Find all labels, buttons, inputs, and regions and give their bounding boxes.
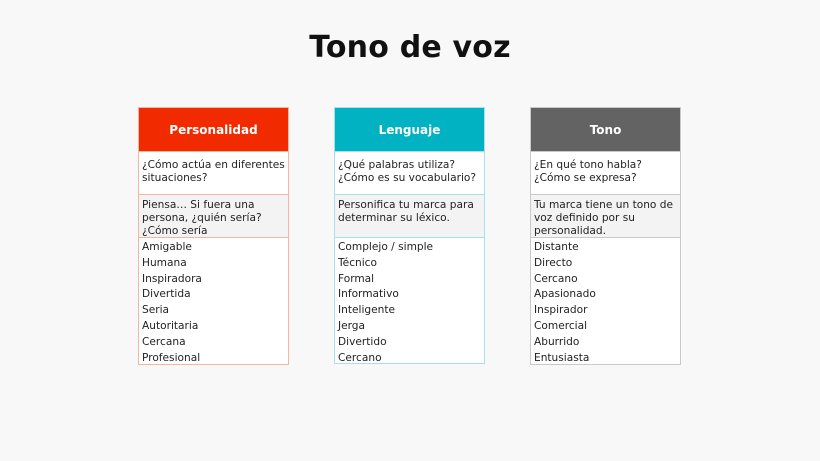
list-item: Divertida — [142, 288, 191, 301]
list-item: Informativo — [338, 288, 399, 301]
list-item: Humana — [142, 256, 187, 269]
tono-description: Tu marca tiene un tono de voz definido por su personalidad. — [531, 195, 680, 238]
list-item: Profesional — [142, 351, 201, 364]
list-item: Apasionado — [534, 288, 596, 301]
tono-list — [531, 238, 680, 366]
lenguaje-card — [334, 107, 485, 364]
lenguaje-description: Personifica tu marca para determinar su léxico. — [335, 195, 484, 238]
list-item: Jerga — [338, 319, 366, 332]
tono-question: ¿En qué tono habla? ¿Cómo se expresa? — [531, 152, 680, 195]
personalidad-card — [138, 107, 289, 365]
list-item: Amigable — [142, 241, 192, 253]
personalidad-question: ¿Cómo actúa en diferentes situaciones? — [139, 152, 288, 195]
list-item: Divertido — [338, 335, 387, 348]
lenguaje-question: ¿Qué palabras utiliza? ¿Cómo es su vocabulario? — [335, 152, 484, 195]
personalidad-list — [139, 238, 288, 366]
list-item: Distante — [534, 241, 579, 253]
list-item: Técnico — [338, 256, 377, 269]
list-item: Seria — [142, 304, 170, 317]
list-item: Inspirador — [534, 304, 588, 317]
list-item: Cercano — [338, 351, 382, 364]
list-item: Cercano — [534, 272, 578, 285]
list-item: Autoritaria — [142, 319, 199, 332]
tono-card — [530, 107, 681, 365]
page-title: Tono de voz — [309, 30, 511, 65]
list-item: Aburrido — [534, 335, 580, 348]
tono-header: Tono — [531, 108, 680, 152]
list-item: Inspiradora — [142, 272, 202, 285]
list-item: Entusiasta — [534, 351, 590, 364]
list-item: Formal — [338, 272, 375, 285]
list-item: Complejo / simple — [338, 241, 434, 253]
list-item: Cercana — [142, 335, 186, 348]
personalidad-description: Piensa… Si fuera una persona, ¿quién sería? ¿Cómo sería — [139, 195, 288, 238]
list-item: Directo — [534, 256, 573, 269]
list-item: Inteligente — [338, 304, 396, 317]
list-item: Comercial — [534, 319, 588, 332]
personalidad-header: Personalidad — [139, 108, 288, 152]
lenguaje-list — [335, 238, 484, 366]
lenguaje-header: Lenguaje — [335, 108, 484, 152]
